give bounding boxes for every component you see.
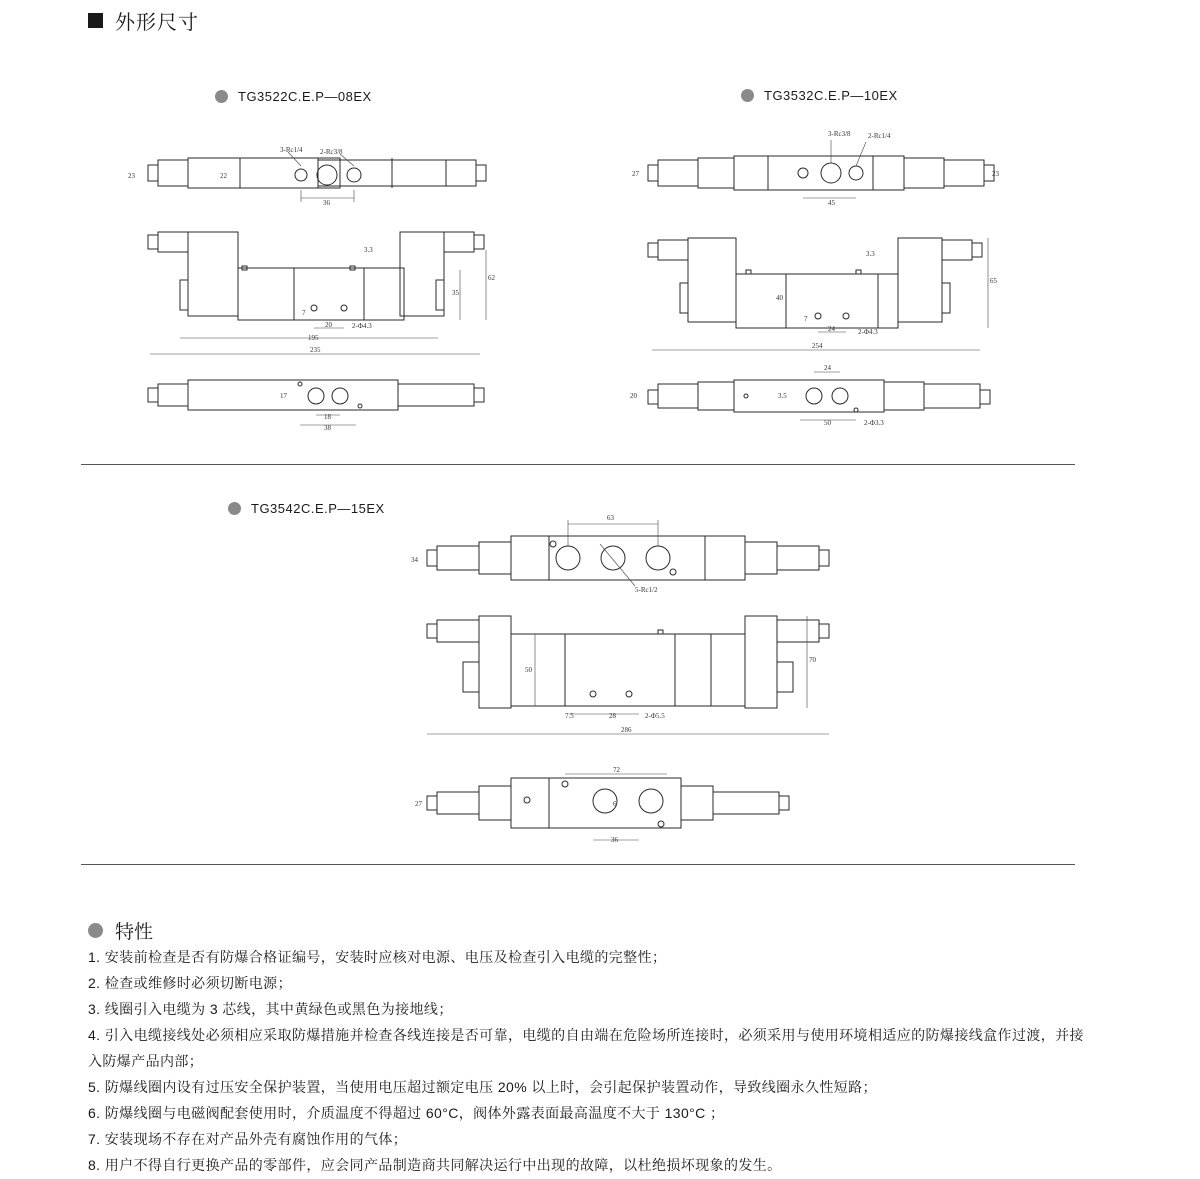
features-title: 特性 [115,922,154,943]
dim-side-min: 7 [302,309,306,317]
features-header [88,917,153,944]
feature-item: 6. 防爆线圈与电磁阀配套使用时，介质温度不得超过 60°C，阀体外露表面最高温度不大于 130°C ； [88,1105,725,1121]
dim-side-h1: 35 [452,289,459,297]
drawing-model-1 [120,140,520,440]
model-name: TG3542C.E.P—15EX [251,501,385,516]
dim-side-hole: 2-Φ4.3 [352,322,372,330]
dim-bot-b: 36 [611,836,618,844]
dim-top-height: 23 [128,172,135,180]
circle-bullet-icon [228,502,241,515]
top-view [148,158,486,188]
dim-side-total: 235 [310,346,321,354]
top-view [648,156,994,190]
drawing-model-3 [405,508,845,853]
feature-item: 7. 安装现场不存在对产品外壳有腐蚀作用的气体； [88,1131,408,1147]
dim-side-h2: 62 [488,274,495,282]
bottom-view [148,380,484,410]
dim-side-small: 3.3 [364,246,373,254]
dim-side-total: 286 [621,726,632,734]
drawing-model-2 [628,128,1028,438]
dim-top-span: 45 [828,199,835,207]
dim-port-a: 3-Rc3/8 [828,130,851,138]
dim-port-a: 3-Rc1/4 [280,146,303,154]
dim-bot-a: 24 [824,364,831,372]
dim-top-height-b: 22 [220,172,227,180]
dim-top-span: 63 [607,514,614,522]
dim-bot-height: 20 [630,392,637,400]
dim-side-hole: 2-Φ4.3 [858,328,878,336]
dim-side-h1: 50 [525,666,532,674]
model-label-3 [228,501,385,516]
dim-bot-b: 38 [324,424,331,432]
dim-top-height-b: 23 [992,170,999,178]
dim-side-pitch: 20 [325,321,332,329]
dim-bot-height: 27 [415,800,422,808]
model-name: TG3522C.E.P—08EX [238,89,372,104]
model-label-2 [741,88,898,103]
divider [81,464,1075,465]
dim-side-a: 7.5 [565,712,574,720]
bottom-view [648,380,990,412]
side-view [427,616,829,708]
dim-bot-c: 6 [613,800,617,808]
dim-side-small: 3.3 [866,250,875,258]
feature-item: 8. 用户不得自行更换产品的零部件，应会同产品制造商共同解决运行中出现的故障，以杜绝损坏现象的发生。 [88,1157,782,1173]
divider [81,864,1075,865]
dim-side-h1: 40 [776,294,783,302]
model-label-1 [215,89,372,104]
dim-bot-hole: 2-Φ3.3 [864,419,884,427]
circle-bullet-icon [88,923,103,938]
side-view [648,238,982,328]
section-header [88,6,199,35]
side-view [148,232,484,320]
dim-port-b: 2-Rc1/4 [868,132,891,140]
feature-item: 2. 检查或维修时必须切断电源； [88,975,292,991]
dim-side-min: 7 [804,315,808,323]
dim-bot-height: 17 [280,392,287,400]
dim-bot-a: 72 [613,766,620,774]
dim-side-pitch: 24 [828,325,835,333]
circle-bullet-icon [215,90,228,103]
features-list [88,944,1088,1178]
dim-top-ports: 5-Rc1/2 [635,586,658,594]
page-title: 外形尺寸 [115,12,199,34]
dim-side-total: 254 [812,342,823,350]
bottom-view [427,778,789,828]
dim-side-h2: 70 [809,656,816,664]
dim-top-span: 36 [323,199,330,207]
dim-side-b: 28 [609,712,616,720]
feature-item: 5. 防爆线圈内设有过压安全保护装置，当使用电压超过额定电压 20% 以上时，会引起保护装置动作，导致线圈永久性短路； [88,1079,877,1095]
top-view [427,536,829,580]
dim-bot-a: 18 [324,413,331,421]
square-bullet-icon [88,13,103,28]
circle-bullet-icon [741,89,754,102]
feature-item: 3. 线圈引入电缆为 3 芯线，其中黄绿色或黑色为接地线； [88,1001,453,1017]
dim-port-b: 2-Rc3/8 [320,148,343,156]
dim-side-hole: 2-Φ5.5 [645,712,665,720]
model-name: TG3532C.E.P—10EX [764,88,898,103]
feature-item: 1. 安装前检查是否有防爆合格证编号，安装时应核对电源、电压及检查引入电缆的完整性； [88,949,667,965]
dim-top-height: 27 [632,170,639,178]
dim-side-h2: 65 [990,277,997,285]
dim-side-inner: 195 [308,334,319,342]
feature-item: 4. 引入电缆接线处必须相应采取防爆措施并检查各线连接是否可靠，电缆的自由端在危险场所连接时，必须采用与使用环境相适应的防爆接线盒作过渡，并接入防爆产品内部； [88,1027,1084,1069]
dim-bot-b: 50 [824,419,831,427]
dim-bot-c: 3.5 [778,392,787,400]
dim-top-height: 34 [411,556,418,564]
